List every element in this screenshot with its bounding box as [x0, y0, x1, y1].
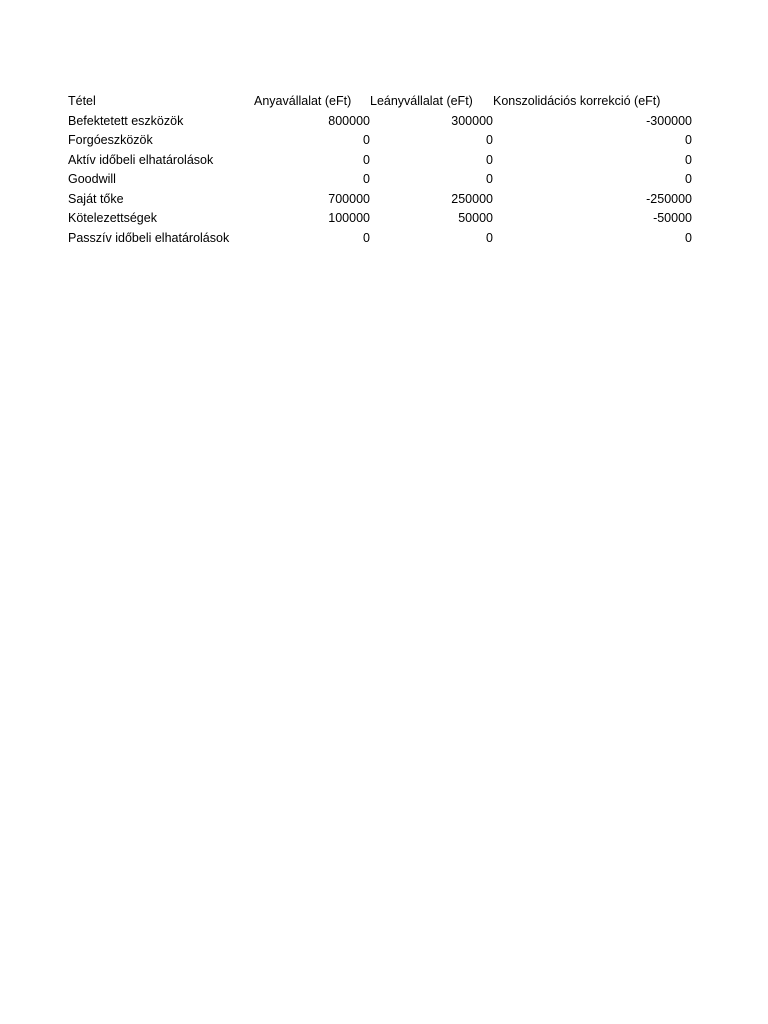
header-cell-parent-company[interactable]: Anyavállalat (eFt): [254, 94, 352, 108]
cell-subsidiary-value[interactable]: 0: [486, 133, 493, 147]
cell-item[interactable]: Forgóeszközök: [68, 133, 153, 147]
cell-subsidiary-value[interactable]: 0: [486, 172, 493, 186]
cell-parent-value[interactable]: 700000: [328, 191, 370, 206]
cell-correction-value[interactable]: -300000: [646, 113, 692, 128]
cell-parent-value[interactable]: 100000: [328, 211, 370, 225]
cell-correction-value[interactable]: -250000: [646, 191, 692, 206]
cell-subsidiary-value[interactable]: 0: [486, 152, 493, 167]
header-cell-item[interactable]: Tétel: [68, 94, 96, 108]
cell-subsidiary-value[interactable]: 300000: [451, 113, 493, 128]
cell-subsidiary-value[interactable]: 0: [486, 230, 493, 245]
cell-item[interactable]: Saját tőke: [68, 191, 124, 206]
cell-parent-value[interactable]: 0: [363, 133, 370, 147]
cell-item[interactable]: Goodwill: [68, 172, 116, 186]
spreadsheet-sheet: [68, 92, 692, 248]
cell-correction-value[interactable]: 0: [685, 152, 692, 167]
cell-item[interactable]: Kötelezettségek: [68, 211, 157, 225]
cell-parent-value[interactable]: 800000: [328, 113, 370, 128]
cell-correction-value[interactable]: -50000: [653, 211, 692, 225]
table-row: [68, 170, 692, 190]
cell-parent-value[interactable]: 0: [363, 172, 370, 186]
table-row: [68, 229, 692, 249]
cell-correction-value[interactable]: 0: [685, 133, 692, 147]
table-row: [68, 131, 692, 151]
cell-item[interactable]: Befektetett eszközök: [68, 113, 184, 128]
table-row: [68, 112, 692, 132]
cell-parent-value[interactable]: 0: [363, 230, 370, 245]
header-cell-consolidation-correction[interactable]: Konszolidációs korrekció (eFt): [493, 94, 661, 108]
cell-correction-value[interactable]: 0: [685, 172, 692, 186]
table-row: [68, 151, 692, 171]
cell-correction-value[interactable]: 0: [685, 230, 692, 245]
header-cell-subsidiary[interactable]: Leányvállalat (eFt): [370, 94, 473, 108]
cell-subsidiary-value[interactable]: 50000: [458, 211, 493, 225]
cell-subsidiary-value[interactable]: 250000: [451, 191, 493, 206]
cell-item[interactable]: Passzív időbeli elhatárolások: [68, 230, 230, 245]
consolidation-table: [68, 92, 692, 248]
cell-item[interactable]: Aktív időbeli elhatárolások: [68, 152, 214, 167]
table-row: [68, 209, 692, 229]
cell-parent-value[interactable]: 0: [363, 152, 370, 167]
table-row: [68, 190, 692, 210]
header-row: [68, 92, 692, 112]
